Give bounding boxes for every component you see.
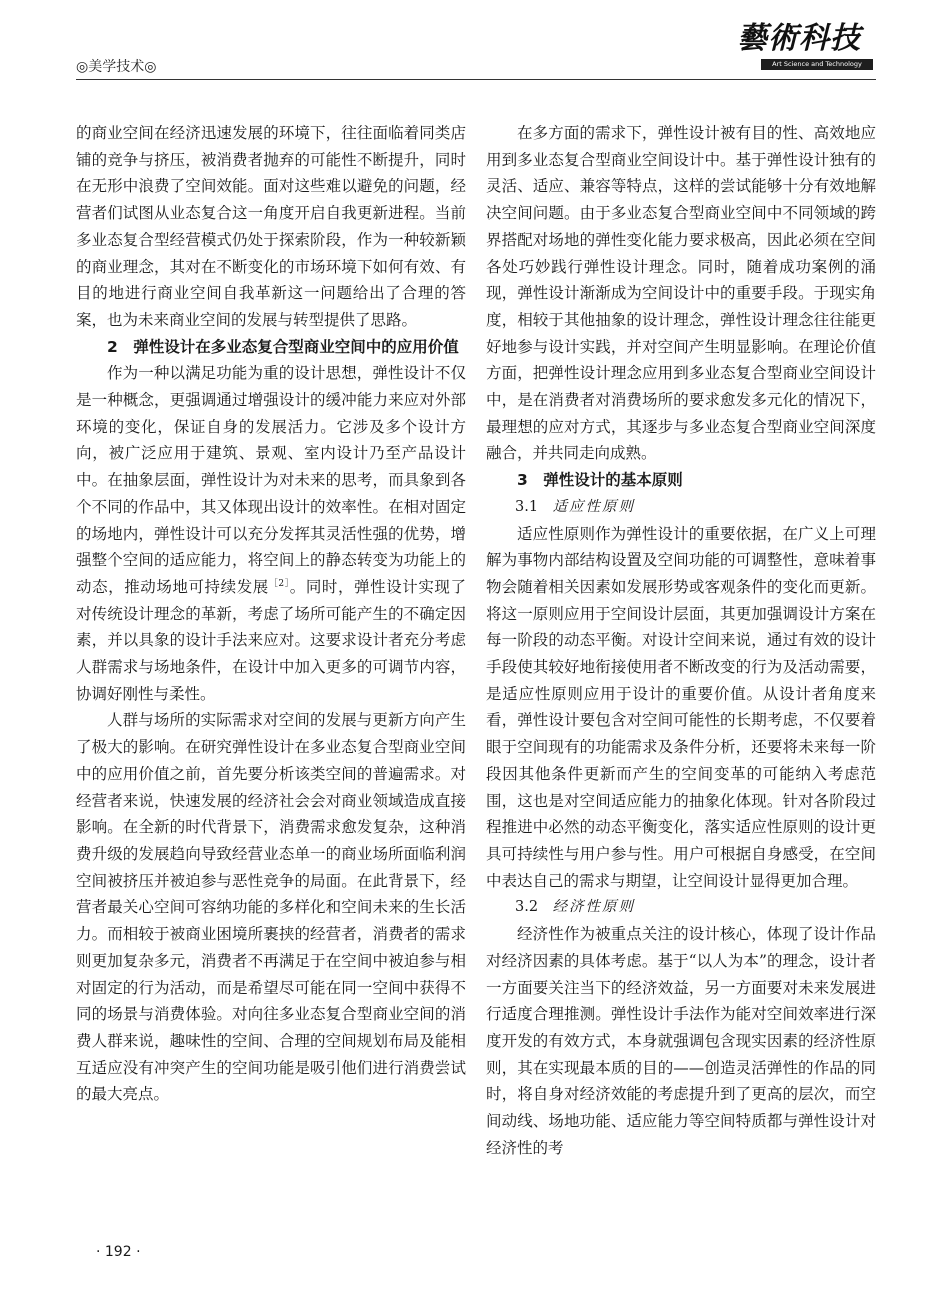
- journal-section-label: ◎美学技术◎: [76, 59, 157, 75]
- paragraph: 经济性作为被重点关注的设计核心，体现了设计作品对经济因素的具体考虑。基于“以人为本”的理念，设计者一方面要关注当下的经济效益，另一方面要对未来发展进行适度合理推测。弹性设计手法作为能对空间效率进行深度开发的有效方式，本身就强调包含现实因素的经济性原则，其在实现最本质的目的——创造灵活弹性的作品的同时，将自身对经济效能的考虑提升到了更高的层次，而空间动线、场地功能、适应能力等空间特质都与弹性设计对经济性的考: [486, 925, 876, 1157]
- citation-ref: ［2］: [268, 578, 290, 589]
- paragraph-text: 。同时，弹性设计实现了对传统设计理念的革新，考虑了场所可能产生的不确定因素，并以具象的设计手法来应对。这要求设计者充分考虑人群需求与场地条件，在设计中加入更多的可调节内容，协调好刚性与柔性。: [76, 577, 466, 703]
- journal-logo: [735, 22, 875, 72]
- subsection-title: 适应性原则: [552, 498, 636, 515]
- section-heading-3: 3 弹性设计的基本原则: [517, 471, 683, 490]
- paragraph-text: 作为一种以满足功能为重的设计思想，弹性设计不仅是一种概念，更强调通过增强设计的缓冲能力来应对外部环境的变化，保证自身的发展活力。它涉及多个设计方向，被广泛应用于建筑、景观、室内设计乃至产品设计中。在抽象层面，弹性设计为对未来的思考，而具象到各个不同的作品中，其又体现出设计的效率性。在相对固定的场地内，弹性设计可以充分发挥其灵活性强的优势，增强整个空间的适应能力，将空间上的静态转变为功能上的动态，推动场地可持续发展: [76, 364, 466, 596]
- logo-subtitle: Art Science and Technology: [761, 59, 873, 70]
- subsection-number: 3.2: [515, 899, 539, 916]
- section-heading-2: 2 弹性设计在多业态复合型商业空间中的应用价值: [107, 337, 459, 356]
- subsection-heading-3-2: [486, 894, 876, 921]
- paragraph: 的商业空间在经济迅速发展的环境下，往往面临着同类店铺的竞争与挤压，被消费者抛弃的可能性不断提升，同时在无形中浪费了空间效能。面对这些难以避免的问题，经营者们试图从业态复合这一角度开启自我更新进程。当前多业态复合型经营模式仍处于探索阶段，作为一种较新颖的商业理念，其对在不断变化的市场环境下如何有效、有目的地进行商业空间自我革新这一问题给出了合理的答案，也为未来商业空间的发展与转型提供了思路。: [76, 124, 466, 329]
- paragraph: 适应性原则作为弹性设计的重要依据，在广义上可理解为事物内部结构设置及空间功能的可调整性，意味着事物会随着相关因素如发展形势或客观条件的变化而更新。将这一原则应用于空间设计层面，其更加强调设计方案在每一阶段的动态平衡。对设计空间来说，通过有效的设计手段使其较好地衔接使用者不断改变的行为及活动需要，是适应性原则应用于设计的重要价值。从设计者角度来看，弹性设计要包含对空间可能性的长期考虑，不仅要着眼于空间现有的功能需求及条件分析，还要将未来每一阶段因其他条件更新而产生的空间变革的可能纳入考虑范围，这也是对空间适应能力的抽象化体现。针对各阶段过程推进中必然的动态平衡变化，落实适应性原则的设计更具可持续性与用户参与性。用户可根据自身感受，在空间中表达自己的需求与期望，让空间设计显得更加合理。: [486, 524, 876, 890]
- paragraph: 在多方面的需求下，弹性设计被有目的性、高效地应用到多业态复合型商业空间设计中。基于弹性设计独有的灵活、适应、兼容等特点，这样的尝试能够十分有效地解决空间问题。由于多业态复合型商业空间中不同领域的跨界搭配对场地的弹性变化能力要求极高，因此必须在空间各处巧妙践行弹性设计理念。同时，随着成功案例的涌现，弹性设计渐渐成为空间设计中的重要手段。于现实角度，相较于其他抽象的设计理念，弹性设计理念往往能更好地参与设计实践，并对空间产生明显影响。在理论价值方面，把弹性设计理念应用到多业态复合型商业空间设计中，是在消费者对消费场所的要求愈发多元化的情况下，最理想的应对方式，其逐步与多业态复合型商业空间深度融合，并共同走向成熟。: [486, 124, 876, 463]
- paragraph: 人群与场所的实际需求对空间的发展与更新方向产生了极大的影响。在研究弹性设计在多业态复合型商业空间中的应用价值之前，首先要分析该类空间的普遍需求。对经营者来说，快速发展的经济社会会对商业领域造成直接影响。在全新的时代背景下，消费需求愈发复杂，这种消费升级的发展趋向导致经营业态单一的商业场所面临利润空间被挤压并被迫参与恶性竞争的局面。在此背景下，经营者最关心空间可容纳功能的多样化和空间未来的生长活力。而相较于被商业困境所裹挟的经营者，消费者的需求则更加复杂多元，消费者不再满足于在空间中被迫参与相对固定的行为活动，而是希望尽可能在同一空间中获得不同的场景与消费体验。对向往多业态复合型商业空间的消费人群来说，趣味性的空间、合理的空间规划布局及能相互适应没有冲突产生的空间功能是吸引他们进行消费尝试的最大亮点。: [76, 711, 466, 1104]
- subsection-number: 3.1: [515, 498, 539, 515]
- logo-title: 藝術科技: [737, 21, 861, 56]
- paragraph: [76, 360, 466, 707]
- right-column: [486, 120, 876, 1161]
- subsection-heading-3-1: [486, 494, 876, 521]
- subsection-title: 经济性原则: [552, 899, 636, 916]
- header-divider: [76, 79, 876, 80]
- page-number: · 192 ·: [96, 1244, 141, 1260]
- left-column: [76, 120, 466, 1108]
